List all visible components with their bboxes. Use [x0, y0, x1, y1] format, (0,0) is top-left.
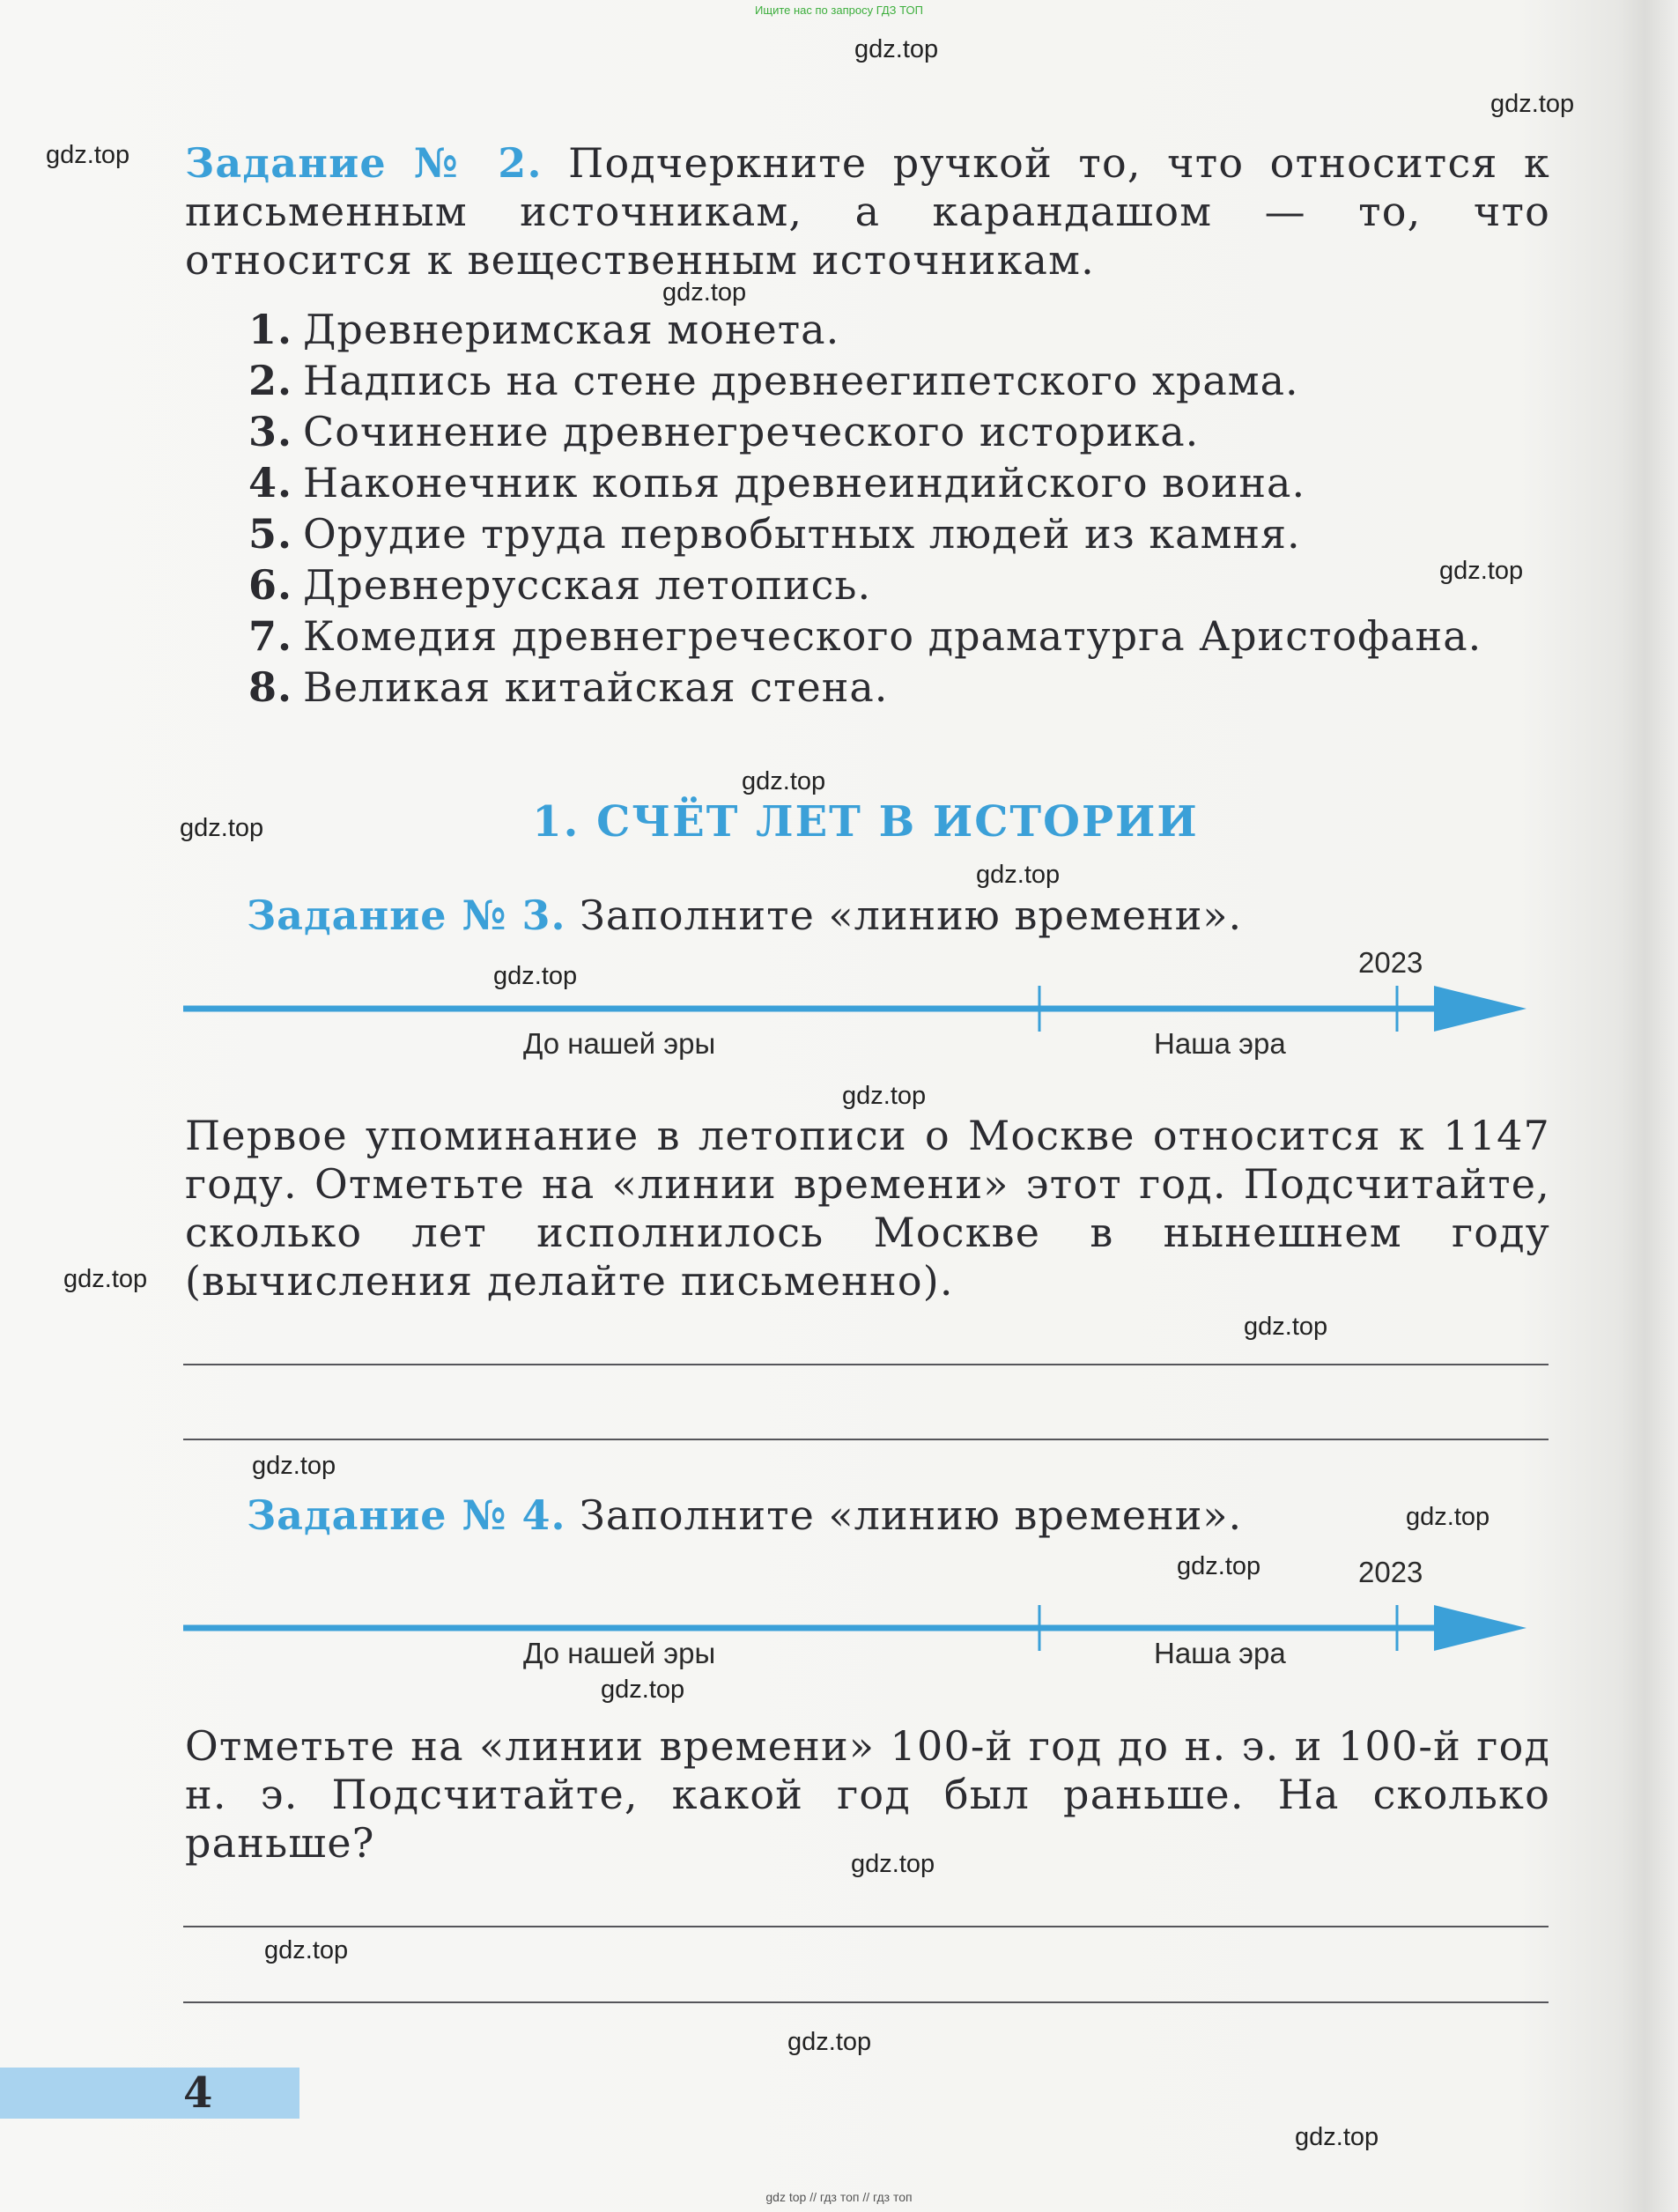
ad-era-label: Наша эра [1154, 1027, 1286, 1060]
item-number: 6. [248, 561, 293, 609]
page-number-tab [0, 2068, 299, 2119]
watermark: gdz.top [976, 861, 1061, 889]
page-edge [1645, 0, 1678, 2212]
watermark: gdz.top [1439, 557, 1524, 585]
answer-line[interactable] [183, 1439, 1549, 1440]
item-number: 2. [248, 357, 293, 404]
watermark: gdz.top [1177, 1552, 1261, 1580]
watermark: gdz.top [601, 1676, 685, 1704]
task4-instruction [247, 1491, 1242, 1539]
watermark: gdz.top [493, 962, 578, 990]
list-item [248, 355, 1482, 406]
watermark: gdz.top [854, 35, 939, 63]
watermark: gdz.top [787, 2028, 872, 2056]
timeline-axis [183, 973, 1533, 1044]
task4-text: Заполните «линию времени». [565, 1491, 1243, 1539]
watermark: gdz.top [46, 141, 130, 169]
page-number: 4 [183, 2068, 213, 2118]
item-number: 8. [248, 663, 293, 711]
task3-instruction [247, 891, 1242, 939]
bc-era-label: До нашей эры [523, 1637, 716, 1669]
watermark: gdz.top [842, 1082, 927, 1110]
item-number: 3. [248, 408, 293, 455]
item-number: 1. [248, 306, 293, 353]
answer-line[interactable] [183, 2001, 1549, 2003]
item-text: Сочинение древнегреческого историка. [303, 408, 1200, 455]
watermark: gdz.top [252, 1452, 336, 1480]
watermark: gdz.top [63, 1265, 148, 1293]
watermark: gdz.top [1244, 1313, 1328, 1341]
item-text: Древнеримская монета. [303, 306, 840, 353]
answer-line[interactable] [183, 1364, 1549, 1365]
list-item [248, 508, 1482, 559]
watermark: gdz.top [264, 1936, 349, 1964]
list-item [248, 406, 1482, 457]
watermark: gdz.top [1295, 2123, 1379, 2151]
list-item [248, 559, 1482, 610]
watermark: gdz.top [1490, 90, 1575, 118]
item-text: Великая китайская стена. [303, 663, 889, 711]
list-item [248, 457, 1482, 508]
timeline-task4[interactable] [183, 1593, 1533, 1663]
task2-instruction [185, 139, 1550, 285]
task2-label: Задание № 2. [185, 139, 543, 187]
task3-label: Задание № 3. [247, 891, 566, 939]
watermark: gdz.top [662, 278, 747, 307]
ad-era-label: Наша эра [1154, 1637, 1286, 1669]
item-text: Древнерусская летопись. [303, 561, 872, 609]
bottom-note: gdz top // гдз топ // гдз топ [765, 2190, 913, 2204]
sources-list [248, 304, 1482, 713]
watermark: gdz.top [1406, 1503, 1490, 1531]
item-number: 4. [248, 459, 293, 507]
list-item [248, 304, 1482, 355]
year-2023-label: 2023 [1358, 1556, 1423, 1588]
task4-question: Отметьте на «линии времени» 100-й год до н. э. и 100-й год н. э. Подсчитайте, какой год был раньше. На сколько раньше? [185, 1722, 1550, 1867]
item-text: Комедия древнегреческого драматурга Аристофана. [303, 612, 1482, 660]
bc-era-label: До нашей эры [523, 1027, 716, 1060]
watermark: gdz.top [742, 767, 826, 795]
list-item [248, 610, 1482, 662]
task4-label: Задание № 4. [247, 1491, 566, 1539]
section-title: 1. СЧЁТ ЛЕТ В ИСТОРИИ [532, 797, 1199, 847]
top-search-note: Ищите нас по запросу ГДЗ ТОП [755, 4, 923, 17]
item-number: 5. [248, 510, 293, 558]
watermark: gdz.top [851, 1850, 935, 1878]
item-text: Наконечник копья древнеиндийского воина. [303, 459, 1306, 507]
timeline-task3[interactable] [183, 973, 1533, 1044]
task2-text: Подчеркните ручкой то, что относится к письменным источникам, а карандашом — то, что относится к вещественным источникам. [185, 139, 1550, 284]
task3-question: Первое упоминание в летописи о Москве относится к 1147 году. Отметьте на «линии времени» этот год. Подсчитайте, сколько лет исполнилось Москве в нынешнем году (вычисления делайте письменно). [185, 1112, 1550, 1305]
timeline-axis [183, 1593, 1533, 1663]
year-2023-label: 2023 [1358, 946, 1423, 979]
item-number: 7. [248, 612, 293, 660]
list-item [248, 662, 1482, 713]
answer-line[interactable] [183, 1926, 1549, 1927]
watermark: gdz.top [180, 814, 264, 842]
item-text: Орудие труда первобытных людей из камня. [303, 510, 1301, 558]
item-text: Надпись на стене древнеегипетского храма. [303, 357, 1299, 404]
task3-text: Заполните «линию времени». [565, 891, 1243, 939]
